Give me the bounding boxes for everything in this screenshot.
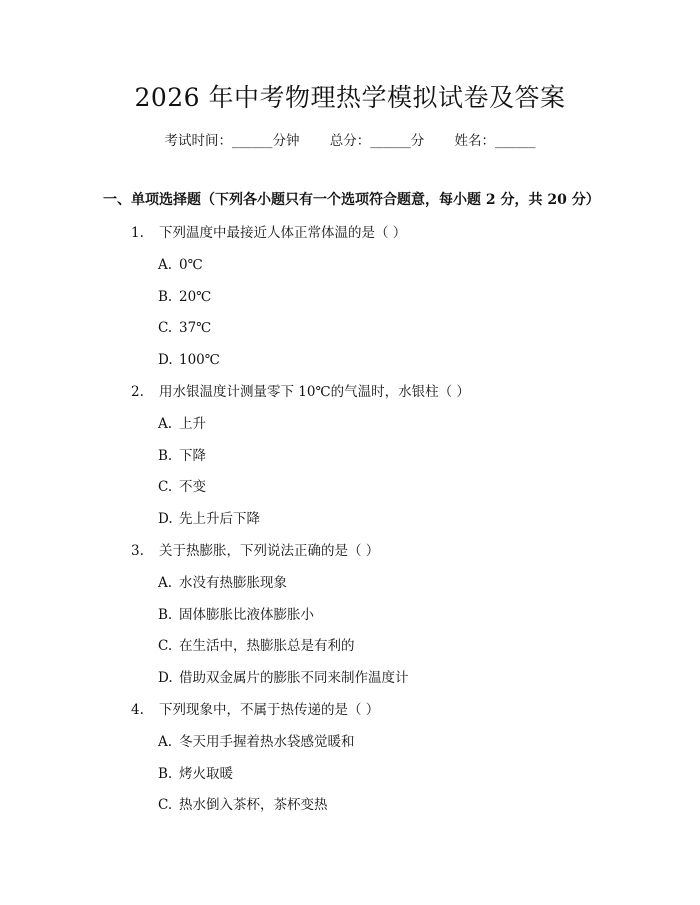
option-label: A. xyxy=(158,575,173,591)
option-label: B. xyxy=(158,448,173,464)
question-text: 关于热膨胀，下列说法正确的是（ ） xyxy=(159,543,380,559)
question-number: 3. xyxy=(131,543,144,559)
option-text: 冬天用手握着热水袋感觉暖和 xyxy=(179,734,355,750)
option-text: 借助双金属片的膨胀不同来制作温度计 xyxy=(179,670,409,686)
question-number: 2. xyxy=(131,384,144,400)
exam-meta xyxy=(0,131,700,151)
question-number: 4. xyxy=(131,702,144,718)
option-text: 上升 xyxy=(179,416,206,432)
option-label: D. xyxy=(158,511,173,527)
option-label: B. xyxy=(158,766,173,782)
question-text: 用水银温度计测量零下 10℃的气温时，水银柱（ ） xyxy=(159,384,470,400)
option-text: 不变 xyxy=(179,479,206,495)
option-label: A. xyxy=(158,734,173,750)
option-text: 在生活中，热膨胀总是有利的 xyxy=(179,638,355,654)
option-text: 水没有热膨胀现象 xyxy=(179,575,287,591)
question-text: 下列现象中，不属于热传递的是（ ） xyxy=(159,702,380,718)
option-text: 37℃ xyxy=(179,320,212,336)
option-label: D. xyxy=(158,352,173,368)
option-text: 100℃ xyxy=(179,352,220,368)
section-heading: 一、单项选择题（下列各小题只有一个选项符合题意，每小题 2 分，共 20 分） xyxy=(103,192,600,208)
option-text: 0℃ xyxy=(179,257,203,273)
total-score-field: 总分：______分 xyxy=(329,133,425,149)
option-label: B. xyxy=(158,607,173,623)
option-label: C. xyxy=(158,638,173,654)
option-text: 固体膨胀比液体膨胀小 xyxy=(179,607,314,623)
option-label: C. xyxy=(158,797,173,813)
option-label: D. xyxy=(158,670,173,686)
option-text: 下降 xyxy=(179,448,206,464)
question-number: 1. xyxy=(131,225,144,241)
student-name-field: 姓名：______ xyxy=(454,133,536,149)
option-text: 烤火取暖 xyxy=(179,766,233,782)
option-label: B. xyxy=(158,289,173,305)
option-label: A. xyxy=(158,257,173,273)
option-label: A. xyxy=(158,416,173,432)
option-label: C. xyxy=(158,320,173,336)
page-title: 2026 年中考物理热学模拟试卷及答案 xyxy=(134,83,566,112)
option-text: 先上升后下降 xyxy=(179,511,260,527)
exam-time-field: 考试时间：______分钟 xyxy=(164,133,300,149)
question-text: 下列温度中最接近人体正常体温的是（ ） xyxy=(159,225,407,241)
option-label: C. xyxy=(158,479,173,495)
option-text: 20℃ xyxy=(179,289,212,305)
option-text: 热水倒入茶杯，茶杯变热 xyxy=(179,797,328,813)
